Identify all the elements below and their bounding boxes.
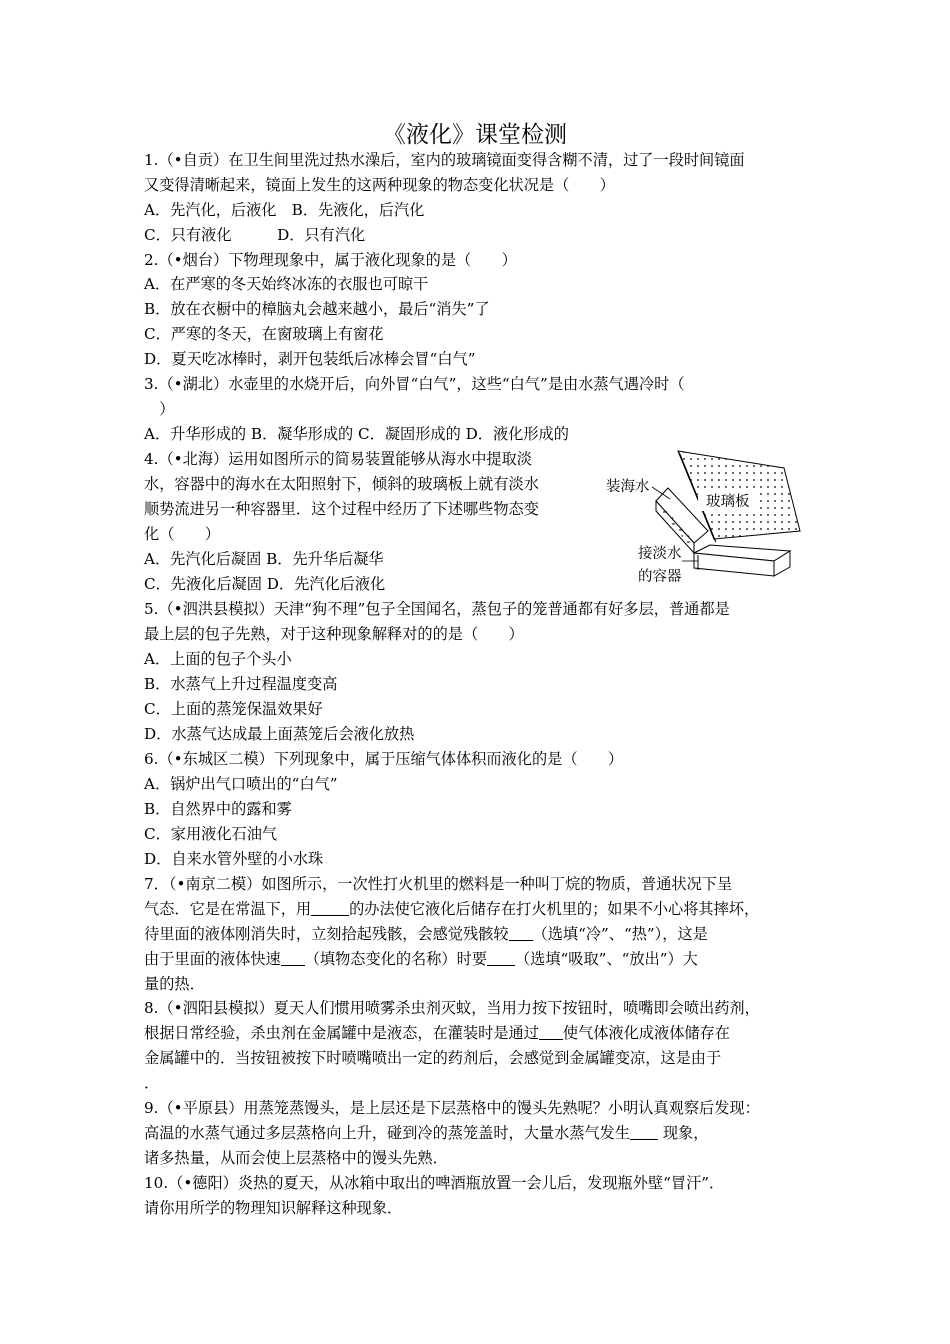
q9-line-2 <box>144 1121 708 1146</box>
q9-line-1: 9.（•平原县）用蒸笼蒸馒头，是上层还是下层蒸格中的馒头先熟呢？小明认真观察后发现： <box>144 1099 760 1117</box>
q7-line-1: 7．（•南京二模）如图所示，一次性打火机里的燃料是一种叫丁烷的物质，普通状况下呈 <box>144 875 733 893</box>
q2-option-b: B．放在衣橱中的樟脑丸会越来越小，最后“消失”了 <box>144 300 490 318</box>
q8-line-1: 8.（•泗阳县模拟）夏天人们惯用喷雾杀虫剂灭蚊，当用力按下按钮时，喷嘴即会喷出药剂， <box>144 999 760 1017</box>
q7-line-3-a: 待里面的液体刚消失时，立刻拾起残骸，会感觉残骸较 <box>144 925 509 943</box>
q10-line-1: 10.（•德阳）炎热的夏天，从冰箱中取出的啤酒瓶放置一会儿后，发现瓶外壁“冒汗”． <box>144 1174 725 1192</box>
q7-blank-2[interactable] <box>509 924 533 941</box>
q7-line-4-c: （选填“吸取”、“放出”）大 <box>514 950 698 968</box>
q7-line-3-b: （选填“冷”、“热”），这是 <box>532 925 708 943</box>
page-title: 《液化》课堂检测 <box>383 122 567 148</box>
q7-blank-4[interactable] <box>487 949 515 966</box>
q2-line-1: 2.（•烟台）下物理现象中，属于液化现象的是（ ） <box>144 251 517 269</box>
q4-line-4: 化（ ） <box>144 525 220 543</box>
q2-option-d: D．夏天吃冰棒时，剥开包装纸后冰棒会冒“白气” <box>144 350 476 368</box>
q7-line-3 <box>144 922 708 947</box>
q6-line-1: 6.（•东城区二模）下列现象中，属于压缩气体体积而液化的是（ ） <box>144 750 624 768</box>
q8-line-3: 金属罐中的．当按钮被按下时喷嘴喷出一定的药剂后，会感觉到金属罐变凉，这是由于 <box>144 1049 722 1067</box>
q6-option-b: B．自然界中的露和雾 <box>144 800 292 818</box>
q9-line-2-a: 高温的水蒸气通过多层蒸格向上升，碰到冷的蒸笼盖时，大量水蒸气发生 <box>144 1124 630 1142</box>
q7-line-5: 量的热． <box>144 975 205 993</box>
q8-line-2 <box>144 1021 730 1046</box>
q6-option-d: D．自来水管外壁的小水珠 <box>144 850 324 868</box>
q8-line-2-b: 使气体液化成液体储存在 <box>562 1024 730 1042</box>
label-fresh-container-1: 接淡水 <box>638 546 682 562</box>
q9-blank-1[interactable] <box>630 1123 658 1140</box>
q1-option-ab: A．先汽化，后液化 B．先液化，后汽化 <box>144 201 425 219</box>
q5-option-b: B．水蒸气上升过程温度变高 <box>144 675 338 693</box>
q7-line-4-a: 由于里面的液体快速 <box>144 950 281 968</box>
q1-line-2: 又变得清晰起来，镜面上发生的这两种现象的物态变化状况是（ ） <box>144 176 615 194</box>
q5-option-a: A．上面的包子个头小 <box>144 650 292 668</box>
q8-line-4: ． <box>144 1074 160 1092</box>
q3-options: A．升华形成的 B．凝华形成的 C．凝固形成的 D．液化形成的 <box>144 425 569 443</box>
q7-line-2 <box>144 897 759 922</box>
q5-option-d: D．水蒸气达成最上面蒸笼后会液化放热 <box>144 725 415 743</box>
q7-line-4-b: （填物态变化的名称）时要 <box>304 950 487 968</box>
q4-option-cd: C．先液化后凝固 D．先汽化后液化 <box>144 575 386 593</box>
q6-option-c: C．家用液化石油气 <box>144 825 278 843</box>
q7-blank-3[interactable] <box>281 949 305 966</box>
q1-option-cd: C．只有液化 D．只有汽化 <box>144 226 366 244</box>
q8-line-2-a: 根据日常经验，杀虫剂在金属罐中是液态，在灌装时是通过 <box>144 1024 539 1042</box>
q2-option-a: A．在严寒的冬天始终冰冻的衣服也可晾干 <box>144 275 429 293</box>
desalination-figure <box>598 443 803 591</box>
q5-option-c: C．上面的蒸笼保温效果好 <box>144 700 323 718</box>
q4-line-3: 顺势流进另一种容器里．这个过程中经历了下述哪些物态变 <box>144 500 539 518</box>
q9-line-3: 诸多热量，从而会使上层蒸格中的馒头先熟． <box>144 1149 448 1167</box>
q6-option-a: A．锅炉出气口喷出的“白气” <box>144 775 338 793</box>
q10-line-2: 请你用所学的物理知识解释这种现象． <box>144 1199 403 1217</box>
q9-line-2-b: 现象， <box>658 1124 709 1142</box>
q7-blank-1[interactable] <box>311 899 349 916</box>
q4-line-1: 4.（•北海）运用如图所示的简易装置能够从海水中提取淡 <box>144 450 532 468</box>
q5-line-1: 5.（•泗洪县模拟）天津“狗不理”包子全国闻名，蒸包子的笼普通都有好多层，普通都是 <box>144 600 730 618</box>
q2-option-c: C．严寒的冬天，在窗玻璃上有窗花 <box>144 325 384 343</box>
q5-line-2: 最上层的包子先熟，对于这种现象解释对的的是（ ） <box>144 625 524 643</box>
label-glass-plate: 玻璃板 <box>706 494 750 510</box>
label-fresh-container-2: 的容器 <box>638 569 682 585</box>
q7-line-2-b: 的办法使它液化后储存在打火机里的；如果不小心将其摔坏， <box>349 900 760 918</box>
q3-line-1: 3.（•湖北）水壶里的水烧开后，向外冒“白气”，这些“白气”是由水蒸气遇冷时（ <box>144 375 685 393</box>
q1-line-1: 1.（•自贡）在卫生间里洗过热水澡后，室内的玻璃镜面变得含糊不清，过了一段时间镜面 <box>144 151 745 169</box>
q3-line-2: ） <box>144 400 175 418</box>
q8-blank-1[interactable] <box>539 1023 563 1040</box>
q7-line-2-a: 气态．它是在常温下，用 <box>144 900 312 918</box>
q4-option-ab: A．先汽化后凝固 B．先升华后凝华 <box>144 550 384 568</box>
label-sea-water: 装海水 <box>606 479 650 495</box>
q4-line-2: 水，容器中的海水在太阳照射下，倾斜的玻璃板上就有淡水 <box>144 475 539 493</box>
fresh-water-container <box>694 545 790 576</box>
q7-line-4 <box>144 947 698 972</box>
